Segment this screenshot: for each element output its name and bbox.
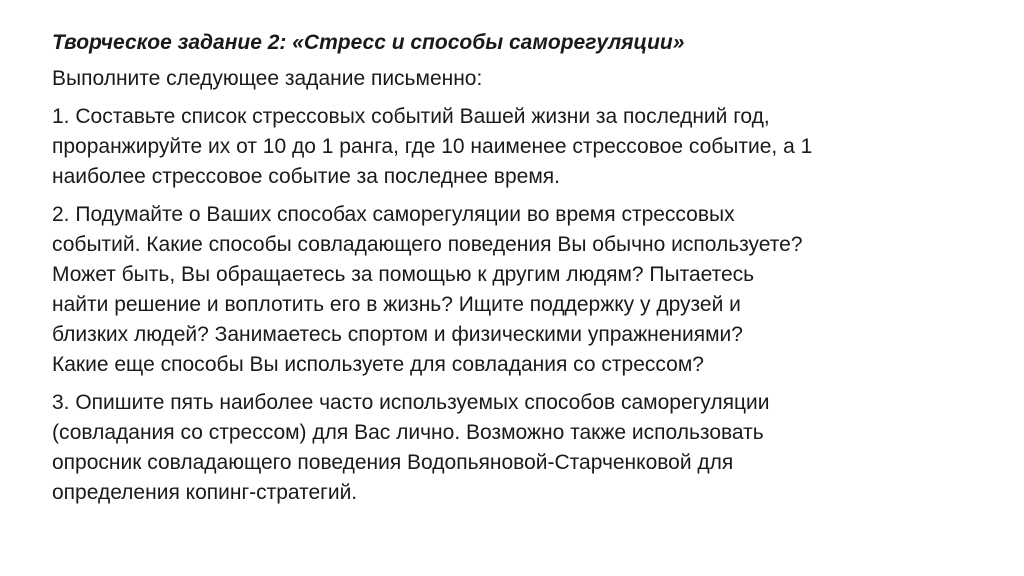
task-paragraph-1 [52,102,982,192]
task-line: 1. Составьте список стрессовых событий Вашей жизни за последний год, [52,105,770,128]
task-line: (совладания со стрессом) для Вас лично. Возможно также использовать [52,421,764,444]
task-paragraph-2 [52,200,982,380]
task-line: проранжируйте их от 10 до 1 ранга, где 10 наименее стрессовое событие, а 1 [52,135,813,158]
assignment-title: Творческое задание 2: «Стресс и способы саморегуляции» [52,31,685,54]
task-line: опросник совладающего поведения Водопьяновой-Старченковой для [52,451,734,474]
task-paragraph-3 [52,388,982,508]
task-line: близких людей? Занимаетесь спортом и физическими упражнениями? [52,323,743,346]
task-line: событий. Какие способы совладающего поведения Вы обычно используете? [52,233,803,256]
assignment-intro: Выполните следующее задание письменно: [52,67,483,90]
task-line: Какие еще способы Вы используете для совладания со стрессом? [52,353,704,376]
task-line: определения копинг-стратегий. [52,481,358,504]
slide-content [52,28,982,516]
task-line: найти решение и воплотить его в жизнь? Ищите поддержку у друзей и [52,293,741,316]
task-line: 2. Подумайте о Ваших способах саморегуляции во время стрессовых [52,203,735,226]
task-line: наиболее стрессовое событие за последнее время. [52,165,560,188]
task-line: Может быть, Вы обращаетесь за помощью к другим людям? Пытаетесь [52,263,755,286]
task-line: 3. Опишите пять наиболее часто используемых способов саморегуляции [52,391,770,414]
